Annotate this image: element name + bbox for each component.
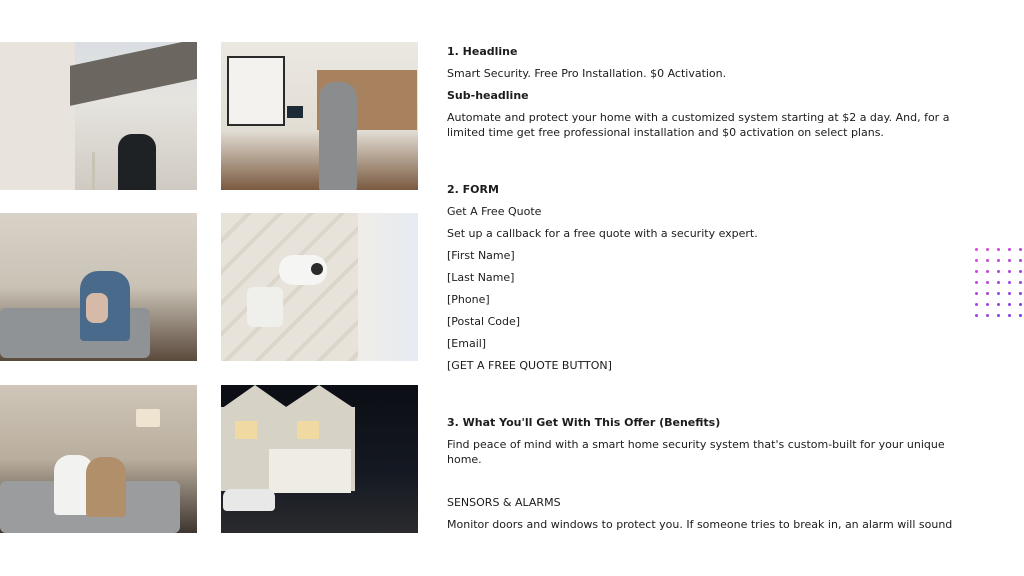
photo-woman-using-control-panel <box>221 42 418 190</box>
decorative-dot <box>1008 259 1011 262</box>
decorative-dot-grid <box>975 248 1023 320</box>
decorative-dot <box>1019 248 1022 251</box>
decorative-dot <box>975 292 978 295</box>
decorative-dot <box>997 314 1000 317</box>
subheadline-text-line2: limited time get free professional installation and $0 activation on select plans. <box>447 126 884 139</box>
field-phone: [Phone] <box>447 293 490 306</box>
photo-house-at-night <box>221 385 418 533</box>
decorative-dot <box>1008 270 1011 273</box>
decorative-dot <box>1008 292 1011 295</box>
field-email: [Email] <box>447 337 487 350</box>
headline-text: Smart Security. Free Pro Installation. $0 Activation. <box>447 67 727 80</box>
form-subtitle: Set up a callback for a free quote with a security expert. <box>447 227 758 240</box>
decorative-dot <box>975 314 978 317</box>
photo-outdoor-security-camera <box>221 213 418 361</box>
decorative-dot <box>1019 292 1022 295</box>
decorative-dot <box>997 270 1000 273</box>
decorative-dot <box>986 270 989 273</box>
benefits-heading: 3. What You'll Get With This Offer (Benefits) <box>447 416 721 429</box>
headline-heading: 1. Headline <box>447 45 518 58</box>
decorative-dot <box>986 292 989 295</box>
decorative-dot <box>975 281 978 284</box>
subheadline-heading: Sub-headline <box>447 89 529 102</box>
photo-technician-installing-camera <box>0 42 197 190</box>
decorative-dot <box>997 292 1000 295</box>
decorative-dot <box>1019 281 1022 284</box>
decorative-dot <box>1019 314 1022 317</box>
decorative-dot <box>997 281 1000 284</box>
form-button-placeholder: [GET A FREE QUOTE BUTTON] <box>447 359 612 372</box>
decorative-dot <box>975 270 978 273</box>
decorative-dot <box>975 259 978 262</box>
form-heading: 2. FORM <box>447 183 499 196</box>
decorative-dot <box>986 259 989 262</box>
decorative-dot <box>997 303 1000 306</box>
photo-couple-on-sofa <box>0 385 197 533</box>
benefits-text-line1: Find peace of mind with a smart home security system that's custom-built for your unique <box>447 438 945 451</box>
decorative-dot <box>986 248 989 251</box>
decorative-dot <box>986 314 989 317</box>
decorative-dot <box>1008 314 1011 317</box>
sensors-heading: SENSORS & ALARMS <box>447 496 561 509</box>
benefits-text-line2: home. <box>447 453 482 466</box>
field-postal-code: [Postal Code] <box>447 315 521 328</box>
photo-father-and-child-on-sofa <box>0 213 197 361</box>
decorative-dot <box>986 303 989 306</box>
decorative-dot <box>1008 248 1011 251</box>
sensors-text: Monitor doors and windows to protect you. If someone tries to break in, an alarm will sound <box>447 518 953 531</box>
decorative-dot <box>1019 259 1022 262</box>
decorative-dot <box>975 248 978 251</box>
decorative-dot <box>997 248 1000 251</box>
decorative-dot <box>975 303 978 306</box>
decorative-dot <box>1019 270 1022 273</box>
decorative-dot <box>1019 303 1022 306</box>
decorative-dot <box>1008 281 1011 284</box>
decorative-dot <box>997 259 1000 262</box>
subheadline-text-line1: Automate and protect your home with a customized system starting at $2 a day. And, for a <box>447 111 950 124</box>
field-last-name: [Last Name] <box>447 271 515 284</box>
field-first-name: [First Name] <box>447 249 515 262</box>
form-title: Get A Free Quote <box>447 205 542 218</box>
decorative-dot <box>1008 303 1011 306</box>
decorative-dot <box>986 281 989 284</box>
